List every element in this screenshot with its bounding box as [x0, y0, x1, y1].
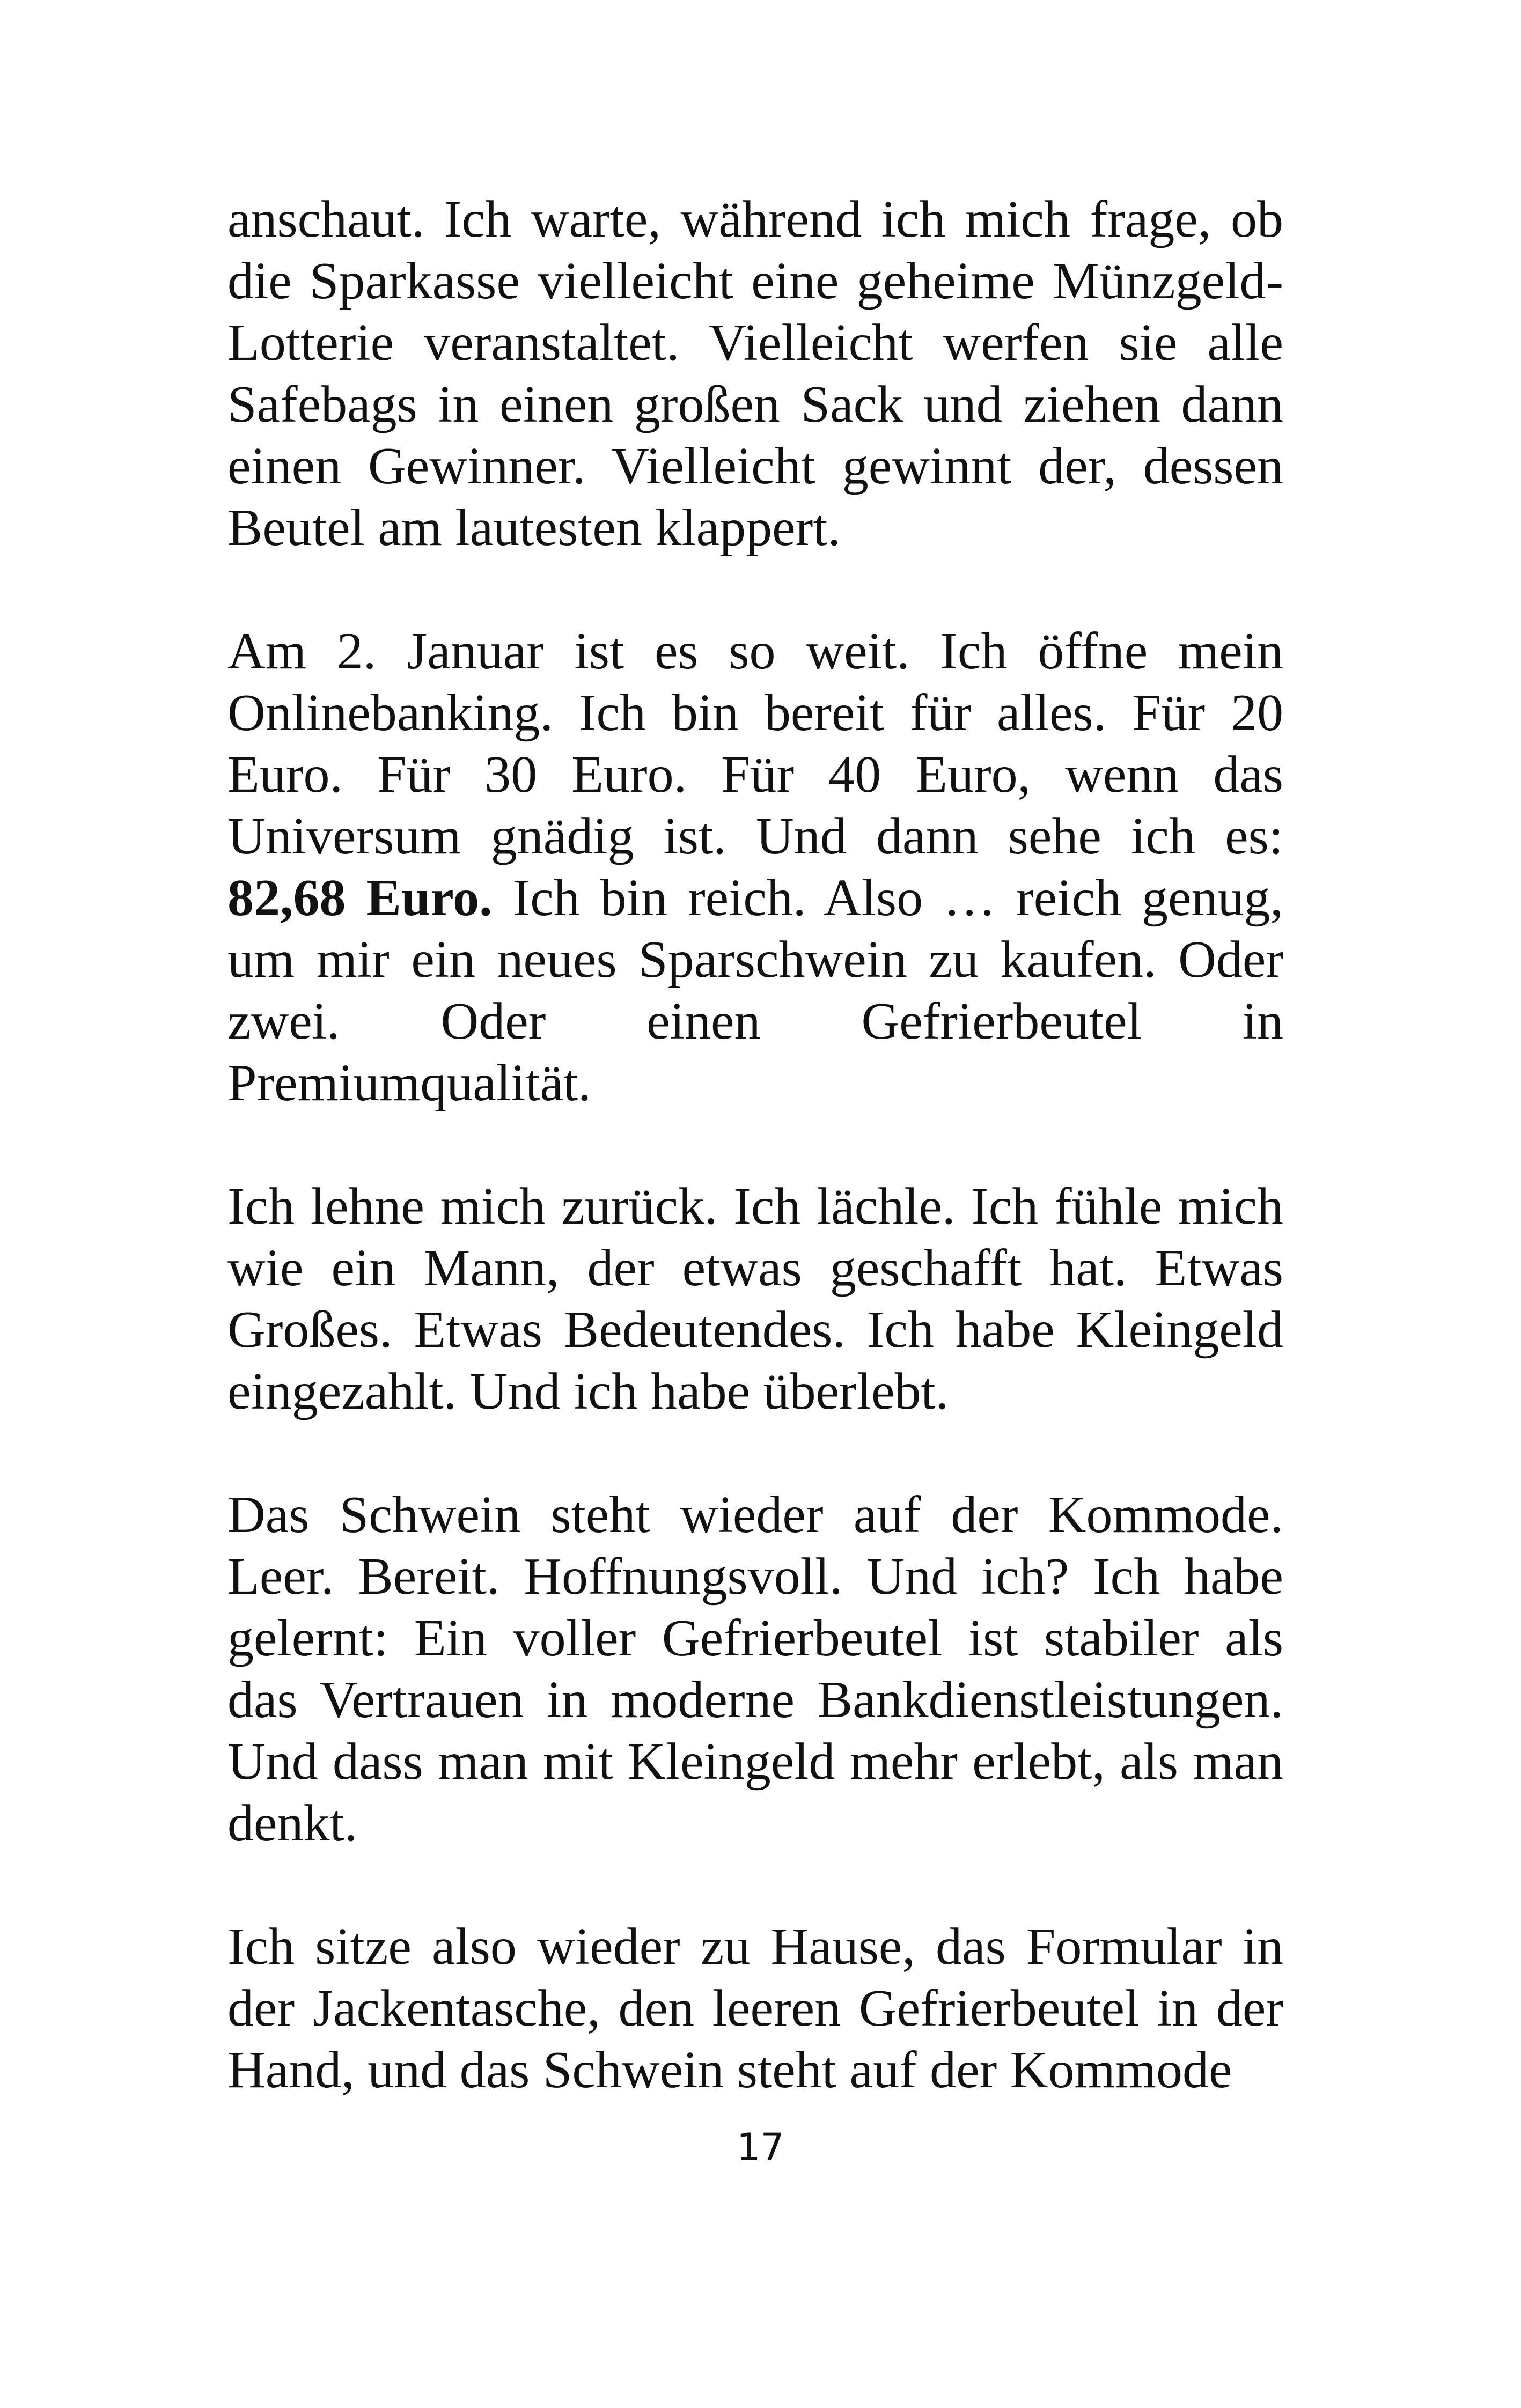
paragraph-5: Ich sitze also wieder zu Hause, das Formular in der Jackentasche, den leeren Gefrierbeutel in der Hand, und das Schwein steht auf der Kommode	[227, 1918, 1283, 2099]
amount-bold: 82,68 Euro.	[227, 869, 493, 927]
paragraph-2-start: Am 2. Januar ist es so weit. Ich öffne mein Onlinebanking. Ich bin bereit für alles. Für 20 Euro. Für 30 Euro. Für 40 Euro, wenn das Universum gnädig ist. Und dann sehe ich es:	[227, 622, 1283, 865]
paragraph-2	[227, 621, 1283, 1114]
paragraph-3: Ich lehne mich zurück. Ich lächle. Ich fühle mich wie ein Mann, der etwas geschafft hat. Etwas Großes. Etwas Bedeutendes. Ich habe Kleingeld eingezahlt. Und ich habe überlebt.	[227, 1177, 1283, 1420]
paragraph-2-end: Ich bin reich. Also … reich genug, um mir ein neues Sparschwein zu kaufen. Oder zwei. Oder einen Gefrierbeutel in Premiumqualität.	[227, 869, 1283, 1112]
body-text	[227, 189, 1283, 2101]
page-number: 17	[736, 2125, 785, 2169]
paragraph-4: Das Schwein steht wieder auf der Kommode. Leer. Bereit. Hoffnungsvoll. Und ich? Ich habe gelernt: Ein voller Gefrierbeutel ist stabiler als das Vertrauen in moderne Bankdienstleistungen. Und dass man mit Kleingeld mehr erlebt, als man denkt.	[227, 1486, 1283, 1852]
paragraph-1: anschaut. Ich warte, während ich mich frage, ob die Sparkasse vielleicht eine geheime Münzgeld-Lotterie veranstaltet. Vielleicht werfen sie alle Safebags in einen großen Sack und ziehen dann einen Gewinner. Vielleicht gewinnt der, dessen Beutel am lautesten klappert.	[227, 190, 1283, 557]
